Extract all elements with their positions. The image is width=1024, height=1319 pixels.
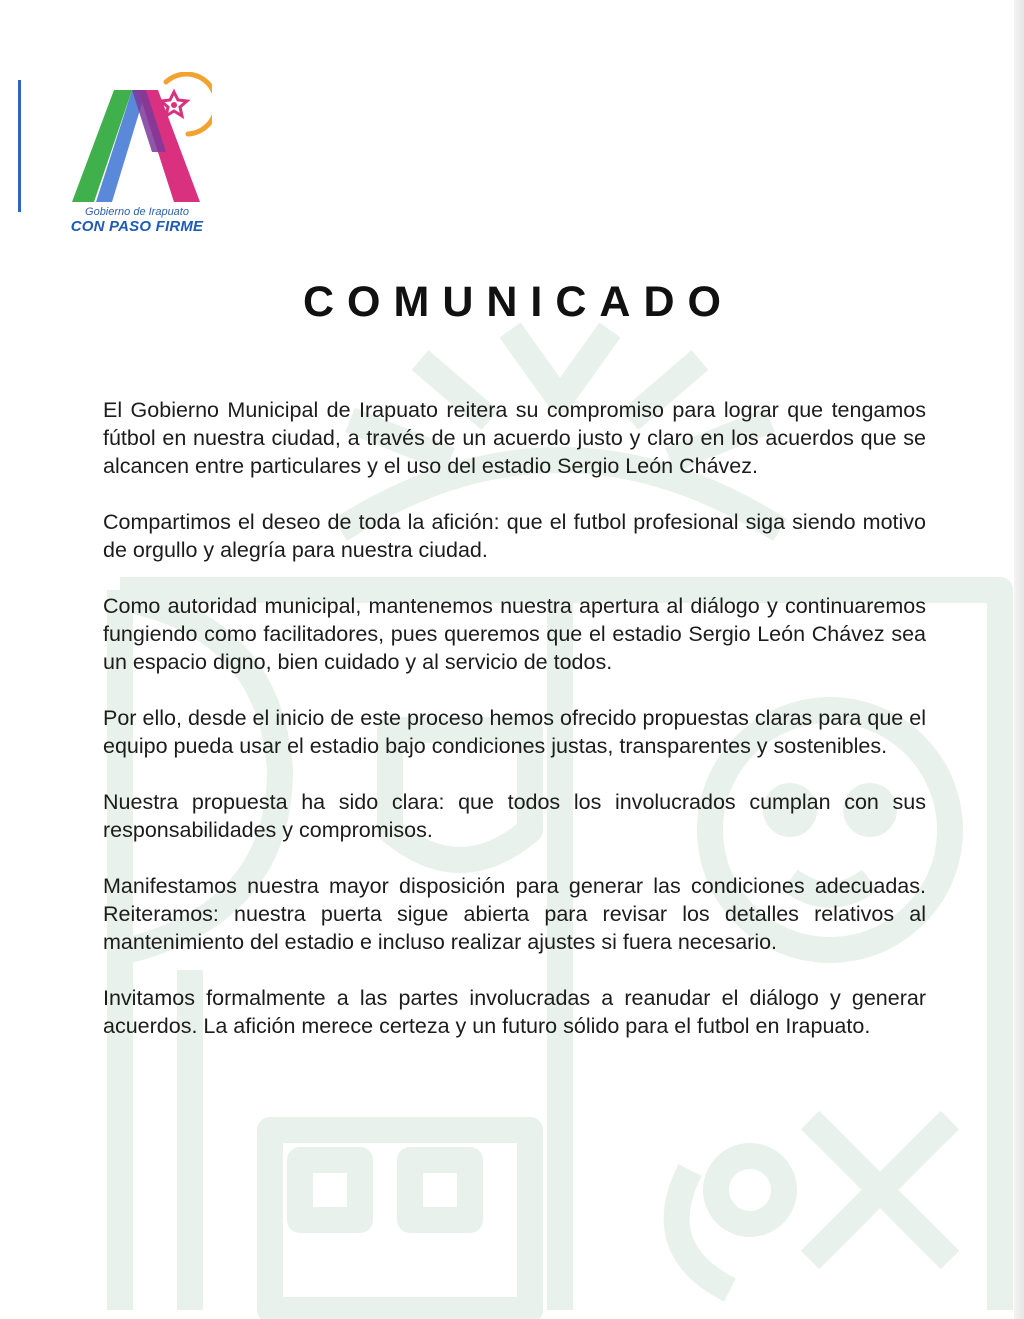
logo-mark-icon xyxy=(62,72,212,206)
document-title: COMUNICADO xyxy=(303,278,734,326)
blue-vertical-rule xyxy=(18,80,21,212)
paragraph-2: Compartimos el deseo de toda la afición: que el futbol profesional siga siendo motivo de orgullo y alegría para nuestra ciudad. xyxy=(103,510,926,562)
paragraph-6: Manifestamos nuestra mayor disposición para generar las condiciones adecuadas. Reiteramos: nuestra puerta sigue abierta para revisar los detalles relativos al mantenimiento del estadio e incluso realizar ajustes si fuera necesario. xyxy=(103,874,926,954)
paragraph-5: Nuestra propuesta ha sido clara: que todos los involucrados cumplan con sus responsabilidades y compromisos. xyxy=(103,790,926,842)
paragraph-4: Por ello, desde el inicio de este proceso hemos ofrecido propuestas claras para que el equipo pueda usar el estadio bajo condiciones justas, transparentes y sostenibles. xyxy=(103,706,926,758)
paragraph-7: Invitamos formalmente a las partes involucradas a reanudar el diálogo y generar acuerdos. La afición merece certeza y un futuro sólido para el futbol en Irapuato. xyxy=(103,986,926,1038)
logo-subtitle: Gobierno de Irapuato xyxy=(85,206,189,218)
gobierno-irapuato-logo xyxy=(62,72,212,240)
document-body xyxy=(103,396,926,1068)
logo-slogan: CON PASO FIRME xyxy=(70,218,204,235)
paragraph-1: El Gobierno Municipal de Irapuato reitera su compromiso para lograr que tengamos fútbol en nuestra ciudad, a través de un acuerdo justo y claro en los acuerdos que se alcancen entre particulares y el uso del estadio Sergio León Chávez. xyxy=(103,398,926,478)
paragraph-3: Como autoridad municipal, mantenemos nuestra apertura al diálogo y continuaremos fungiendo como facilitadores, pues queremos que el estadio Sergio León Chávez sea un espacio digno, bien cuidado y al servicio de todos. xyxy=(103,594,926,674)
